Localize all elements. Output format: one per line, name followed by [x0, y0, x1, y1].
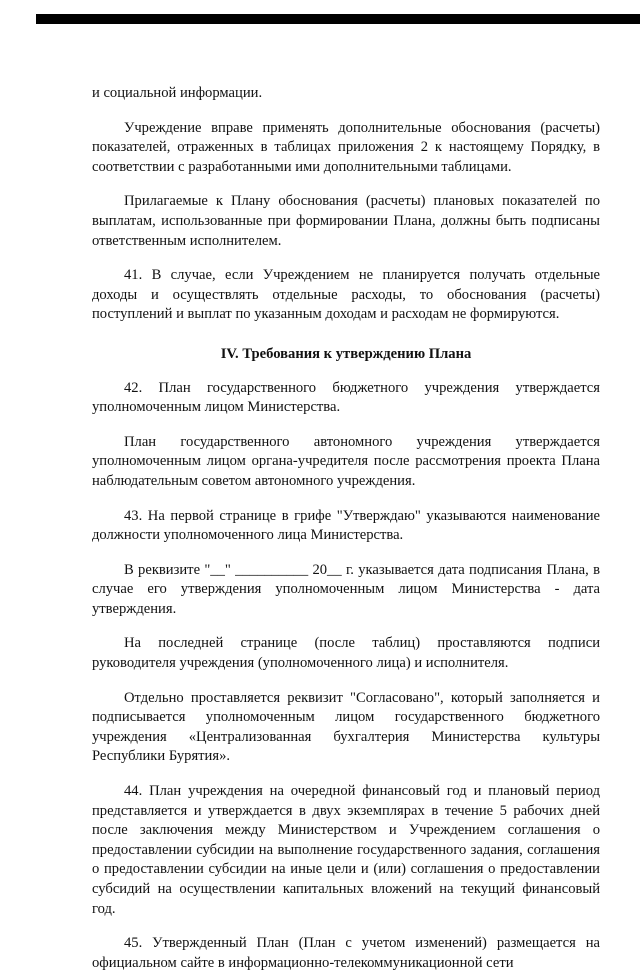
paragraph-42: 42. План государственного бюджетного учреждения утверждается уполномоченным лицом Министерства.: [92, 379, 600, 416]
paragraph-last-page-signatures: На последней странице (после таблиц) проставляются подписи руководителя учреждения (уполномоченного лица) и исполнителя.: [92, 635, 600, 672]
paragraph-44: 44. План учреждения на очередной финансовый год и плановый период представляется и утверждается в двух экземплярах в течение 5 рабочих дней после заключения между Министерством и Учреждением соглашения о предоставлении субсидии на выполнение государственного задания, соглашения о предоставлении субсидии на иные цели и (или) соглашения о предоставлении субсидий на осуществлении капитальных вложений на текущий финансовый год.: [92, 783, 600, 917]
paragraph-agreed-requisite: Отдельно проставляется реквизит "Согласовано", который заполняется и подписывается уполномоченным лицом государственного бюджетного учреждения «Централизованная бухгалтерия Министерства культуры Республики Бурятия».: [92, 689, 600, 765]
document-page-content: [92, 84, 600, 973]
paragraph-date-requisite: В реквизите "__" __________ 20__ г. указывается дата подписания Плана, в случае его утверждения уполномоченным лицом Министерства - дата утверждения.: [92, 561, 600, 617]
scan-top-border: [36, 14, 640, 24]
paragraph-additional-justifications: Учреждение вправе применять дополнительные обоснования (расчеты) показателей, отраженных в таблицах приложения 2 к настоящему Порядку, в соответствии с разработанными ими дополнительными таблицами.: [92, 119, 600, 175]
paragraph-attached-justifications: Прилагаемые к Плану обоснования (расчеты) плановых показателей по выплатам, использованные при формировании Плана, должны быть подписаны ответственным исполнителем.: [92, 193, 600, 249]
paragraph-45: 45. Утвержденный План (План с учетом изменений) размещается на официальном сайте в информационно-телекоммуникационной сети: [92, 935, 600, 971]
paragraph-autonomous-institution: План государственного автономного учреждения утверждается уполномоченным лицом органа-учредителя после рассмотрения проекта Плана наблюдательным советом автономного учреждения.: [92, 433, 600, 489]
paragraph-continuation: и социальной информации.: [92, 85, 263, 101]
section-heading: IV. Требования к утверждению Плана: [220, 345, 472, 362]
paragraph-43: 43. На первой странице в грифе "Утверждаю" указываются наименование должности уполномоченного лица Министерства.: [92, 507, 600, 544]
paragraph-41: 41. В случае, если Учреждением не планируется получать отдельные доходы и осуществлять отдельные расходы, то обоснования (расчеты) поступлений и выплат по указанным доходам и расходам не формируются.: [92, 267, 600, 323]
